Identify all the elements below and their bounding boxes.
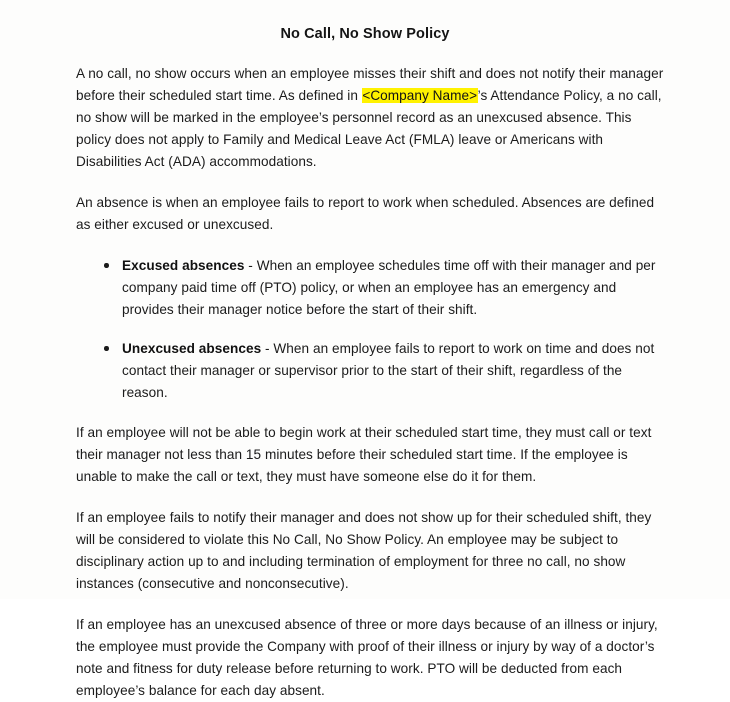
list-item bbox=[76, 338, 668, 404]
document-body bbox=[0, 44, 730, 702]
page-title: No Call, No Show Policy bbox=[280, 26, 450, 42]
paragraph-absence-definition: An absence is when an employee fails to report to work when scheduled. Absences are defined as either excused or unexcused. bbox=[76, 195, 655, 232]
list-item-term: Unexcused absences bbox=[122, 341, 262, 356]
paragraph-notification-requirement: If an employee will not be able to begin work at their scheduled start time, they must call or text their manager not less than 15 minutes before their scheduled start time. If the employee is unable to make the call or text, they must have someone else do it for them. bbox=[76, 425, 652, 484]
paragraph-illness-documentation: If an employee has an unexcused absence of three or more days because of an illness or injury, the employee must provide the Company with proof of their illness or injury by way of a doctor’s note and fitness for duty release before returning to work. PTO will be deducted from each employee’s balance for each day absent. bbox=[76, 617, 658, 698]
list-item-term: Excused absences bbox=[122, 258, 245, 273]
bullet-dot-icon bbox=[104, 263, 109, 268]
bullet-dot-icon bbox=[104, 346, 109, 351]
company-name-placeholder-highlight: <Company Name> bbox=[362, 88, 478, 103]
paragraph-violation-consequences: If an employee fails to notify their manager and does not show up for their scheduled shift, they will be considered to violate this No Call, No Show Policy. An employee may be subject to disciplinary action up to and including termination of employment for three no call, no show instances (consecutive and nonconsecutive). bbox=[76, 510, 652, 591]
paragraph-definition-text-after: ’s Attendance Policy, a no call, no show will be marked in the employee’s personnel record as an unexcused absence. This policy does not apply to Family and Medical Leave Act (FMLA) leave or Americans with Disabilities Act (ADA) accommodations. bbox=[76, 88, 662, 169]
paragraph-definition-text-before: A no call, no show occurs when an employee misses their shift and does not notify their manager before their scheduled start time. As defined in bbox=[76, 66, 664, 103]
absence-types-list bbox=[76, 255, 668, 404]
paragraph-definition bbox=[76, 63, 668, 173]
list-item bbox=[76, 255, 668, 321]
list-item-description: - When an employee fails to report to work on time and does not contact their manager or supervisor prior to the start of their shift, regardless of the reason. bbox=[122, 341, 655, 400]
list-item-description: - When an employee schedules time off with their manager and per company paid time off (PTO) policy, or when an employee has an emergency and provides their manager notice before the start of their shift. bbox=[122, 258, 656, 317]
